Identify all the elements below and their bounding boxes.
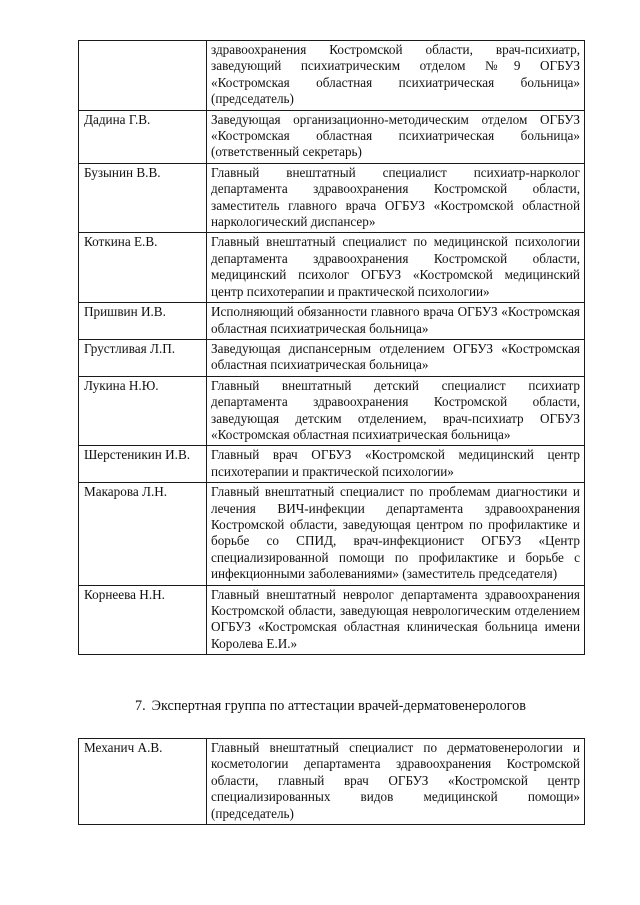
table-row xyxy=(79,483,585,585)
member-name xyxy=(79,41,207,111)
member-position: Главный внештатный специалист по медицинской психологии департамента здравоохранения Костромской области, медицинский психолог ОГБУЗ «Костромской медицинский центр психотерапии и практической психологии» xyxy=(207,233,585,303)
table-row xyxy=(79,303,585,340)
table-row xyxy=(79,233,585,303)
member-name: Лукина Н.Ю. xyxy=(79,376,207,446)
section-heading xyxy=(135,698,526,715)
member-position: Заведующая организационно-методическим отделом ОГБУЗ «Костромская областная психиатрическая больница» (ответственный секретарь) xyxy=(207,110,585,163)
table-row xyxy=(79,41,585,111)
member-name: Коткина Е.В. xyxy=(79,233,207,303)
section-title: Экспертная группа по аттестации врачей-дерматовенерологов xyxy=(151,698,526,714)
member-position: Главный внештатный детский специалист психиатр департамента здравоохранения Костромской области, заведующая детским отделением, врач-психиатр ОГБУЗ «Костромская областная психиатрическая больница» xyxy=(207,376,585,446)
expert-group-table xyxy=(78,738,585,825)
table-row xyxy=(79,446,585,483)
section-number: 7. xyxy=(135,698,146,714)
table-row xyxy=(79,739,585,825)
table-row xyxy=(79,163,585,233)
commission-members-table xyxy=(78,40,585,655)
member-name: Бузынин В.В. xyxy=(79,163,207,233)
member-name: Дадина Г.В. xyxy=(79,110,207,163)
table-row xyxy=(79,585,585,655)
member-name: Механич А.В. xyxy=(79,739,207,825)
table-row xyxy=(79,110,585,163)
member-position: Исполняющий обязанности главного врача ОГБУЗ «Костромская областная психиатрическая больница» xyxy=(207,303,585,340)
member-position: Главный врач ОГБУЗ «Костромской медицинский центр психотерапии и практической психологии» xyxy=(207,446,585,483)
member-position: Главный внештатный специалист по дерматовенерологии и косметологии департамента здравоохранения Костромской области, главный врач ОГБУЗ «Костромской центр специализированных видов медицинской помощи» (председатель) xyxy=(207,739,585,825)
table-row xyxy=(79,339,585,376)
member-name: Макарова Л.Н. xyxy=(79,483,207,585)
member-position: здравоохранения Костромской области, врач-психиатр, заведующий психиатрическим отделом №9 ОГБУЗ «Костромская областная психиатрическая больница» (председатель) xyxy=(207,41,585,111)
member-position: Главный внештатный специалист психиатр-нарколог департамента здравоохранения Костромской области, заместитель главного врача ОГБУЗ «Костромской областной наркологический диспансер» xyxy=(207,163,585,233)
member-name: Шерстеникин И.В. xyxy=(79,446,207,483)
member-position: Заведующая диспансерным отделением ОГБУЗ «Костромская областная психиатрическая больница» xyxy=(207,339,585,376)
member-position: Главный внештатный специалист по проблемам диагностики и лечения ВИЧ-инфекции департамента здравоохранения Костромской области, заведующая центром по профилактике и борьбе со СПИД, врач-инфекционист ОГБУЗ «Центр специализированной помощи по профилактике и борьбе с инфекционными заболеваниями» (заместитель председателя) xyxy=(207,483,585,585)
member-position: Главный внештатный невролог департамента здравоохранения Костромской области, заведующая неврологическим отделением ОГБУЗ «Костромская областная клиническая больница имени Королева Е.И.» xyxy=(207,585,585,655)
member-name: Пришвин И.В. xyxy=(79,303,207,340)
table-row xyxy=(79,376,585,446)
member-name: Грустливая Л.П. xyxy=(79,339,207,376)
member-name: Корнеева Н.Н. xyxy=(79,585,207,655)
